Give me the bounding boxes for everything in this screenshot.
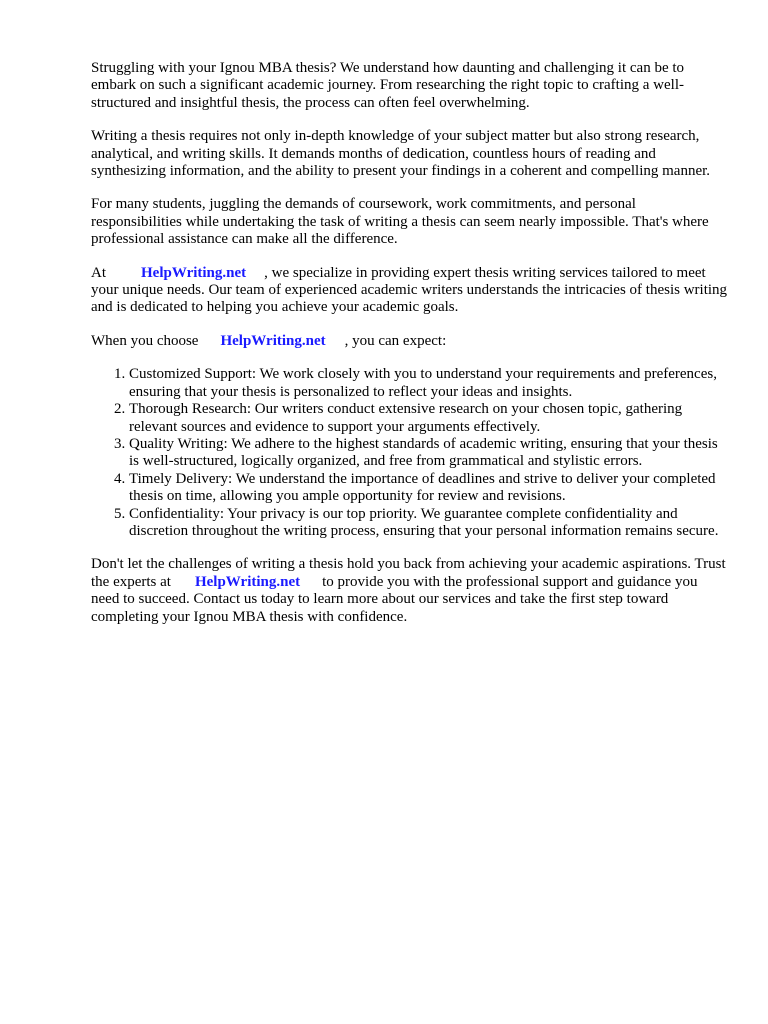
- requirements-text: Writing a thesis requires not only in-depth knowledge of your subject matter but also strong research, analytical, and writing skills. It demands months of dedication, countless hours of reading and synthesizing information, and the ability to present your findings in a coherent and compelling manner.: [91, 128, 711, 180]
- list-item: 3. Quality Writing: We adhere to the highest standards of academic writing, ensuring that your thesis is well-structured, logically organized, and free from grammatical and stylistic errors.: [129, 436, 728, 471]
- students-paragraph: [91, 196, 728, 248]
- list-item: 2. Thorough Research: Our writers conduct extensive research on your chosen topic, gathering relevant sources and evidence to support your arguments effectively.: [129, 401, 728, 436]
- list-item: 5. Confidentiality: Your privacy is our top priority. We guarantee complete confidentiality and discretion throughout the writing process, ensuring that your personal information remains secure.: [129, 506, 728, 541]
- closing-text-after: to provide you with the professional support and guidance you need to succeed. Contact us today to learn more about our services and take the first step toward completing your Ignou MBA thesis with confidence.: [91, 573, 698, 625]
- helpwriting-link-3[interactable]: HelpWriting.net: [194, 573, 301, 590]
- intro-text: Struggling with your Ignou MBA thesis? We understand how daunting and challenging it can be to embark on such a significant academic journey. From researching the right topic to crafting a well-structured and insightful thesis, the process can often feel overwhelming.: [91, 60, 685, 111]
- list-item: 1. Customized Support: We work closely with you to understand your requirements and preferences, ensuring that your thesis is personalized to reflect your ideas and insights.: [129, 366, 728, 401]
- helpwriting-link-2[interactable]: HelpWriting.net: [220, 332, 326, 349]
- expect-text-after: , you can expect:: [344, 332, 447, 349]
- requirements-paragraph: [91, 128, 728, 180]
- expect-paragraph: [91, 333, 728, 350]
- intro-paragraph: [91, 60, 728, 112]
- helpwriting-link-1[interactable]: HelpWriting.net: [141, 264, 247, 281]
- benefits-list: [91, 366, 728, 540]
- students-text: For many students, juggling the demands of coursework, work commitments, and personal responsibilities while undertaking the task of writing a thesis can seem nearly impossible. That's where professional assistance can make all the difference.: [91, 196, 709, 248]
- service-text-after: , we specialize in providing expert thesis writing services tailored to meet your unique needs. Our team of experienced academic writers understands the intricacies of thesis writing and is dedicated to helping you achieve your academic goals.: [91, 264, 728, 316]
- list-item: 4. Timely Delivery: We understand the importance of deadlines and strive to deliver your completed thesis on time, allowing you ample opportunity for review and revisions.: [129, 471, 728, 506]
- service-paragraph: [91, 265, 728, 317]
- closing-text-before: Don't let the challenges of writing a thesis hold you back from achieving your academic aspirations. Trust the experts at: [91, 556, 726, 590]
- expect-text-before: When you choose: [91, 332, 199, 349]
- service-text-before: At: [91, 264, 106, 281]
- closing-paragraph: [91, 556, 728, 626]
